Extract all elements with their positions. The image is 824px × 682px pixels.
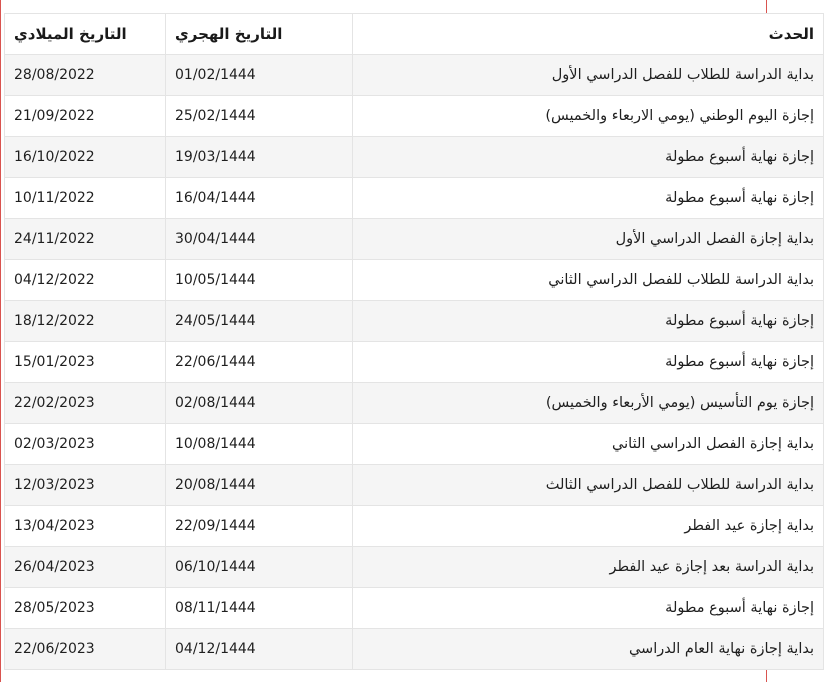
gregorian-date-cell: 22/02/2023	[5, 383, 166, 424]
hijri-date-cell: 24/05/1444	[166, 301, 353, 342]
table-row	[5, 301, 824, 342]
table-header-row	[5, 14, 824, 55]
hijri-date-cell: 30/04/1444	[166, 219, 353, 260]
hijri-date-cell: 25/02/1444	[166, 96, 353, 137]
event-cell: إجازة نهاية أسبوع مطولة	[353, 301, 824, 342]
gregorian-date-cell: 21/09/2022	[5, 96, 166, 137]
calendar-table-container	[4, 13, 814, 670]
table-row	[5, 424, 824, 465]
hijri-date-cell: 16/04/1444	[166, 178, 353, 219]
table-body	[5, 55, 824, 670]
event-cell: بداية الدراسة بعد إجازة عيد الفطر	[353, 547, 824, 588]
header-gregorian-date: التاريخ الميلادي	[5, 14, 166, 55]
gregorian-date-cell: 22/06/2023	[5, 629, 166, 670]
table-row	[5, 506, 824, 547]
hijri-date-cell: 02/08/1444	[166, 383, 353, 424]
hijri-date-cell: 10/05/1444	[166, 260, 353, 301]
event-cell: بداية إجازة عيد الفطر	[353, 506, 824, 547]
gregorian-date-cell: 28/05/2023	[5, 588, 166, 629]
event-cell: إجازة يوم التأسيس (يومي الأربعاء والخميس)	[353, 383, 824, 424]
event-cell: إجازة اليوم الوطني (يومي الاربعاء والخميس)	[353, 96, 824, 137]
table-row	[5, 629, 824, 670]
hijri-date-cell: 01/02/1444	[166, 55, 353, 96]
table-row	[5, 260, 824, 301]
table-row	[5, 137, 824, 178]
table-row	[5, 96, 824, 137]
gregorian-date-cell: 24/11/2022	[5, 219, 166, 260]
table-row	[5, 342, 824, 383]
event-cell: بداية إجازة الفصل الدراسي الأول	[353, 219, 824, 260]
table-row	[5, 588, 824, 629]
event-cell: بداية الدراسة للطلاب للفصل الدراسي الثاني	[353, 260, 824, 301]
hijri-date-cell: 22/09/1444	[166, 506, 353, 547]
gregorian-date-cell: 26/04/2023	[5, 547, 166, 588]
gregorian-date-cell: 15/01/2023	[5, 342, 166, 383]
gregorian-date-cell: 18/12/2022	[5, 301, 166, 342]
event-cell: بداية إجازة الفصل الدراسي الثاني	[353, 424, 824, 465]
table-row	[5, 383, 824, 424]
header-event: الحدث	[353, 14, 824, 55]
event-cell: بداية إجازة نهاية العام الدراسي	[353, 629, 824, 670]
event-cell: إجازة نهاية أسبوع مطولة	[353, 342, 824, 383]
event-cell: بداية الدراسة للطلاب للفصل الدراسي الثالث	[353, 465, 824, 506]
gregorian-date-cell: 13/04/2023	[5, 506, 166, 547]
hijri-date-cell: 10/08/1444	[166, 424, 353, 465]
table-row	[5, 55, 824, 96]
hijri-date-cell: 22/06/1444	[166, 342, 353, 383]
academic-calendar-table	[4, 13, 824, 670]
table-row	[5, 178, 824, 219]
event-cell: إجازة نهاية أسبوع مطولة	[353, 588, 824, 629]
gregorian-date-cell: 16/10/2022	[5, 137, 166, 178]
gregorian-date-cell: 04/12/2022	[5, 260, 166, 301]
hijri-date-cell: 20/08/1444	[166, 465, 353, 506]
event-cell: إجازة نهاية أسبوع مطولة	[353, 137, 824, 178]
gregorian-date-cell: 12/03/2023	[5, 465, 166, 506]
gregorian-date-cell: 10/11/2022	[5, 178, 166, 219]
gregorian-date-cell: 02/03/2023	[5, 424, 166, 465]
table-row	[5, 465, 824, 506]
table-row	[5, 219, 824, 260]
event-cell: إجازة نهاية أسبوع مطولة	[353, 178, 824, 219]
hijri-date-cell: 08/11/1444	[166, 588, 353, 629]
event-cell: بداية الدراسة للطلاب للفصل الدراسي الأول	[353, 55, 824, 96]
table-row	[5, 547, 824, 588]
header-hijri-date: التاريخ الهجري	[166, 14, 353, 55]
gregorian-date-cell: 28/08/2022	[5, 55, 166, 96]
hijri-date-cell: 04/12/1444	[166, 629, 353, 670]
hijri-date-cell: 19/03/1444	[166, 137, 353, 178]
hijri-date-cell: 06/10/1444	[166, 547, 353, 588]
frame-left-border	[0, 0, 1, 682]
